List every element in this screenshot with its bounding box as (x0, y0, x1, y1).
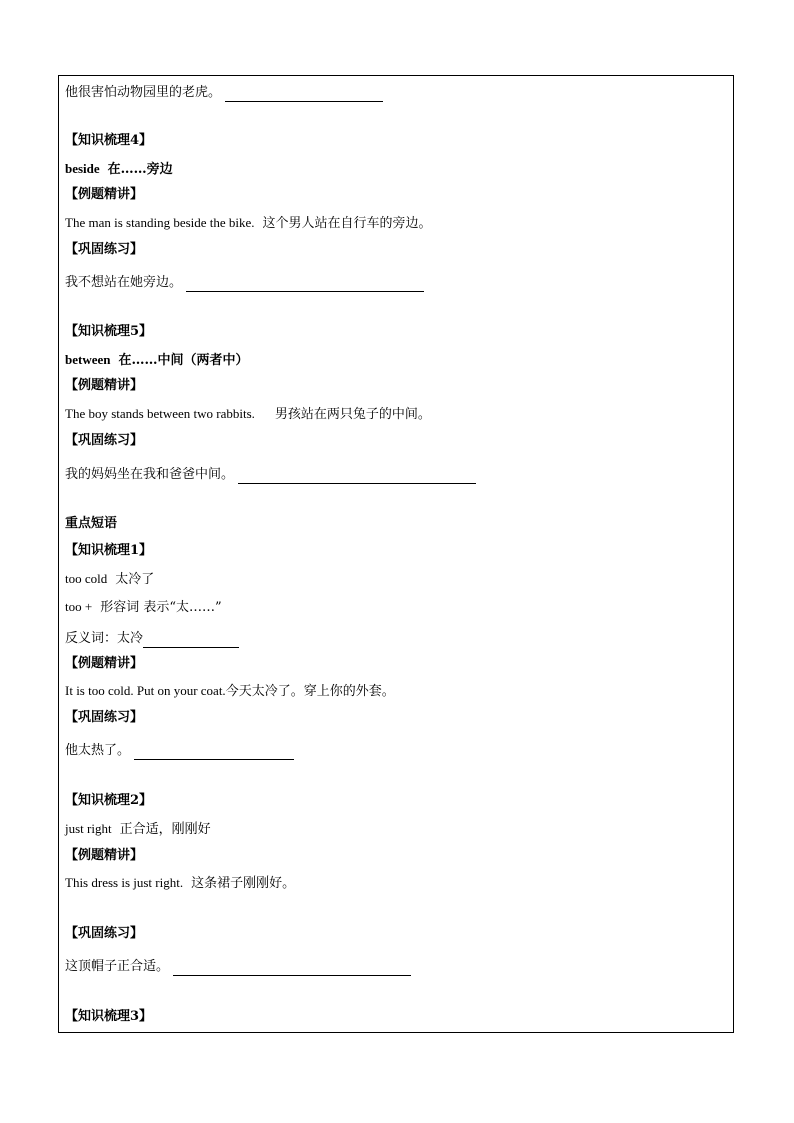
knowledge-heading-5: 【知识梳理5】 (65, 324, 153, 339)
example-just-right (65, 874, 295, 893)
phrase-chinese: 正合适，刚刚好 (119, 822, 211, 837)
example-english: The boy stands between two rabbits. (65, 406, 255, 421)
answer-blank[interactable] (225, 88, 383, 102)
sentence-text: 他很害怕动物园里的老虎。 (65, 85, 222, 100)
example-heading: 【例题精讲】 (65, 187, 144, 202)
practice-heading: 【巩固练习】 (65, 433, 144, 448)
example-english: This dress is just right. (65, 875, 184, 890)
rule-chinese: 形容词 表示“太……” (100, 600, 222, 615)
antonym-line (65, 630, 239, 648)
rule-english: too + (65, 599, 93, 614)
example-heading: 【例题精讲】 (65, 848, 144, 863)
phrase-too-cold (65, 570, 154, 589)
phrase-english: just right (65, 821, 112, 836)
phrase-english: too cold (65, 571, 108, 586)
vocab-word: beside (65, 161, 100, 176)
practice-beside (65, 274, 424, 292)
answer-blank[interactable] (173, 962, 411, 976)
practice-text: 他太热了。 (65, 743, 131, 758)
vocab-word: between (65, 352, 111, 367)
practice-text: 我不想站在她旁边。 (65, 275, 183, 290)
answer-blank[interactable] (134, 746, 294, 760)
phrase-too-rule (65, 598, 222, 617)
practice-text: 我的妈妈坐在我和爸爸中间。 (65, 467, 235, 482)
phrase-chinese: 太冷了 (115, 572, 155, 587)
vocab-beside (65, 160, 173, 179)
knowledge-heading-3: 【知识梳理3】 (65, 1009, 153, 1024)
knowledge-heading-1: 【知识梳理1】 (65, 543, 153, 558)
practice-text: 这顶帽子正合适。 (65, 959, 170, 974)
answer-blank[interactable] (186, 278, 424, 292)
key-phrases-title: 重点短语 (65, 516, 118, 531)
knowledge-heading-4: 【知识梳理4】 (65, 133, 153, 148)
example-heading: 【例题精讲】 (65, 656, 144, 671)
example-too-cold (65, 682, 395, 701)
example-heading: 【例题精讲】 (65, 378, 144, 393)
example-chinese: 男孩站在两只兔子的中间。 (274, 407, 431, 422)
example-chinese: 这个男人站在自行车的旁边。 (262, 216, 432, 231)
vocab-between (65, 351, 249, 370)
answer-blank[interactable] (238, 470, 476, 484)
example-english: The man is standing beside the bike. (65, 215, 255, 230)
example-chinese: 今天太冷了。穿上你的外套。 (225, 684, 395, 699)
antonym-text: 反义词：太冷 (65, 631, 144, 646)
example-between (65, 405, 431, 424)
knowledge-heading-2: 【知识梳理2】 (65, 793, 153, 808)
practice-hat (65, 958, 411, 976)
practice-heading: 【巩固练习】 (65, 710, 144, 725)
practice-heading: 【巩固练习】 (65, 242, 144, 257)
example-beside (65, 214, 432, 233)
answer-blank[interactable] (143, 634, 239, 648)
vocab-meaning: 在……旁边 (107, 162, 173, 177)
example-chinese: 这条裙子刚刚好。 (191, 876, 296, 891)
sentence-tiger (65, 84, 383, 102)
vocab-meaning: 在……中间（两者中） (118, 353, 249, 368)
example-english: It is too cold. Put on your coat. (65, 683, 226, 698)
practice-heading: 【巩固练习】 (65, 926, 144, 941)
practice-too-hot (65, 742, 294, 760)
phrase-just-right (65, 820, 211, 839)
practice-between (65, 466, 476, 484)
